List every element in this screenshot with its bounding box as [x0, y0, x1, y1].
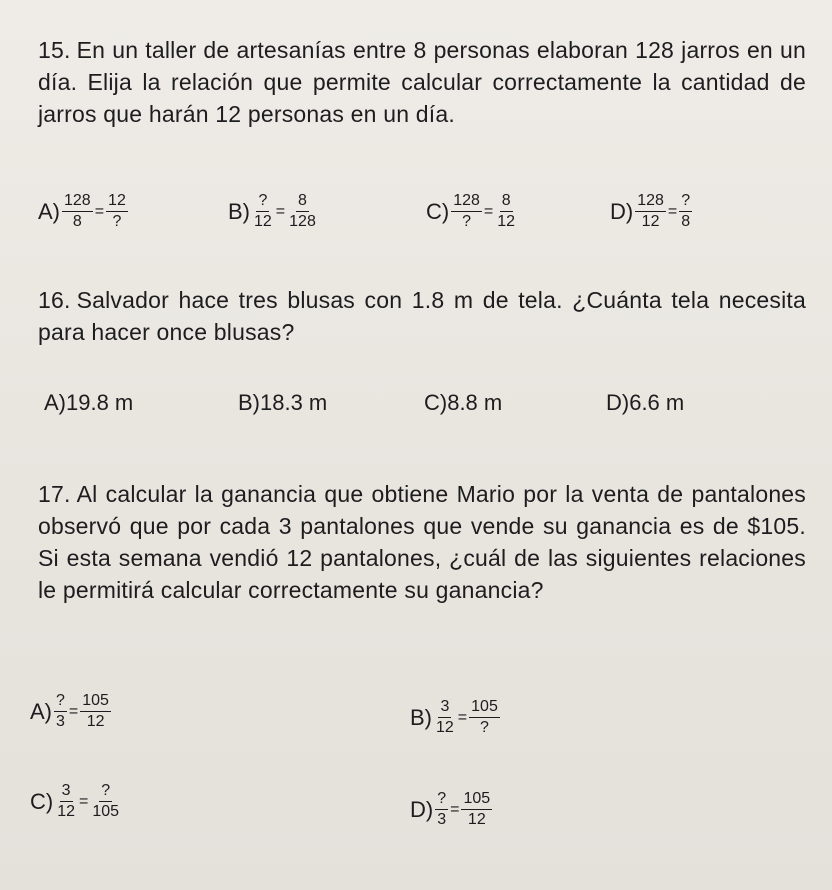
q17-option-c[interactable]: C) $\frac{3}{12}$ = $\frac{?}{105}$	[30, 782, 120, 820]
question-16-text: Salvador hace tres blusas con 1.8 m de tela. ¿Cuánta tela necesita para hacer once blusas?	[38, 287, 806, 345]
q15-option-a[interactable]: A) $\frac{128}{8}$ = $\frac{12}{?}$	[38, 192, 126, 230]
q15-b-right-fraction: $\frac{8}{128}$	[289, 192, 316, 230]
q16-option-a[interactable]: A)19.8 m	[44, 390, 134, 415]
question-17-number: 17.	[38, 481, 71, 507]
q17-c-right-fraction: $\frac{?}{105}$	[92, 782, 120, 820]
question-15-text: En un taller de artesanías entre 8 personas elaboran 128 jarros en un día. Elija la relación que permite calcular correctamente la cantidad de jarros que harán 12 personas en un día.	[38, 37, 806, 127]
q15-c-left-fraction: $\frac{128}{?}$	[453, 192, 480, 230]
q17-a-left-fraction: $\frac{?}{3}$	[56, 692, 65, 730]
q15-option-d[interactable]: D) $\frac{128}{12}$ = $\frac{?}{8}$	[610, 192, 691, 230]
question-15-number: 15.	[38, 37, 71, 63]
q15-b-left-fraction: $\frac{?}{12}$	[254, 192, 272, 230]
q17-d-left-fraction: $\frac{?}{3}$	[437, 790, 447, 828]
q17-a-right-fraction: $\frac{105}{12}$	[82, 692, 109, 730]
question-17	[38, 478, 806, 606]
q17-option-b[interactable]: B) $\frac{3}{12}$ = $\frac{105}{?}$	[410, 698, 498, 736]
q16-option-b[interactable]: B)18.3 m	[238, 390, 328, 415]
q16-option-d[interactable]: D)6.6 m	[606, 390, 685, 415]
q17-b-right-fraction: $\frac{105}{?}$	[471, 698, 498, 736]
q17-c-left-fraction: $\frac{3}{12}$	[57, 782, 76, 820]
q17-b-left-fraction: $\frac{3}{12}$	[436, 698, 454, 736]
q17-d-right-fraction: $\frac{105}{12}$	[463, 790, 491, 828]
q15-d-left-fraction: $\frac{128}{12}$	[637, 192, 664, 230]
q15-option-c[interactable]: C) $\frac{128}{?}$ = $\frac{8}{12}$	[426, 192, 516, 230]
q15-a-right-fraction: $\frac{12}{?}$	[108, 192, 126, 230]
question-15	[38, 34, 806, 130]
q17-option-a[interactable]: A) $\frac{?}{3}$ = $\frac{105}{12}$	[30, 692, 109, 730]
q17-option-d[interactable]: D) $\frac{?}{3}$ = $\frac{105}{12}$	[410, 790, 491, 828]
question-17-text: Al calcular la ganancia que obtiene Mario por la venta de pantalones observó que por cada 3 pantalones que vende su ganancia es de $105. Si esta semana vendió 12 pantalones, ¿cuál de las siguientes relaciones le permitirá calcular correctamente su ganancia?	[38, 481, 806, 603]
q15-option-b[interactable]: B) $\frac{?}{12}$ = $\frac{8}{128}$	[228, 192, 316, 230]
q15-a-left-fraction: $\frac{128}{8}$	[64, 192, 91, 230]
question-16	[38, 284, 806, 348]
q16-option-c[interactable]: C)8.8 m	[424, 390, 503, 415]
question-16-number: 16.	[38, 287, 71, 313]
q15-c-right-fraction: $\frac{8}{12}$	[497, 192, 516, 230]
q15-d-right-fraction: $\frac{?}{8}$	[681, 192, 691, 230]
